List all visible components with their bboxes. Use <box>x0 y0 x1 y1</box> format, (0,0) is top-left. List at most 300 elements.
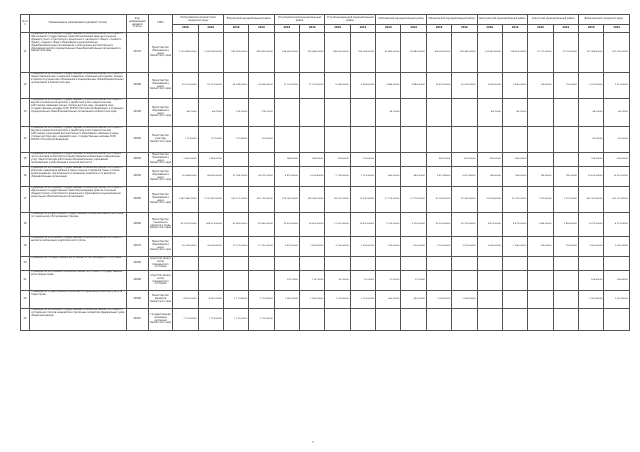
value-cell: 3 055,00000 <box>604 237 630 257</box>
col-code-header: Код направления целевой статьи <box>126 15 148 33</box>
value-cell: 1 560,20000 <box>300 291 325 309</box>
table-row <box>21 187 630 213</box>
value-cell <box>477 257 502 271</box>
value-cell <box>604 257 630 271</box>
value-cell <box>426 309 451 331</box>
value-cell: 1 773,00000 <box>249 309 274 331</box>
value-cell <box>325 309 350 331</box>
table-row <box>21 237 630 257</box>
value-cell: 1 040,00000 <box>477 237 502 257</box>
value-cell: 4 873,00000 <box>502 213 527 237</box>
row-grbs: Государственная жилищная инспекция Камчатского края <box>148 309 172 331</box>
row-number: 20 <box>21 257 30 271</box>
value-cell: 1 110,00000 <box>325 291 350 309</box>
value-cell: 103,00000 <box>350 153 375 167</box>
value-cell <box>274 99 299 127</box>
row-name: Субвенции на государственную регистрацию актов гражданского состояния <box>30 257 126 271</box>
row-name: Субвенции на исполнение государственных полномочий Камчатского края по выплате компенсации родителям части платы <box>30 237 126 257</box>
row-grbs: Министерство образования и науки Камчатского края <box>148 187 172 213</box>
value-cell: 6 417,80000 <box>426 167 451 187</box>
value-cell: 244 569,00000 <box>274 33 299 73</box>
row-name: Субвенции на исполнение государственных полномочий Камчатского края по обеспечению государственных гарантий реализации прав на получение общедоступного и бесплатного дошкольного образования в муниципальных дошкольных образовательных организациях <box>30 187 126 213</box>
year-header: 2019 <box>604 25 630 33</box>
value-cell <box>579 309 604 331</box>
value-cell <box>452 99 477 127</box>
year-header: 2019 <box>300 25 325 33</box>
row-number: 22 <box>21 291 30 309</box>
value-cell: 24 905,00000 <box>198 237 223 257</box>
value-cell: 87 143,00000 <box>426 187 451 213</box>
value-cell: 786,00000 <box>502 167 527 187</box>
col-name-header: Наименование направления (целевой статьи) <box>30 15 126 33</box>
value-cell <box>604 309 630 331</box>
value-cell: 6 248,00000 <box>350 73 375 99</box>
value-cell: 304 334,00000 <box>426 33 451 73</box>
value-cell: 31 198,70000 <box>223 167 248 187</box>
year-header: 2019 <box>401 25 426 33</box>
value-cell: 1 773,00000 <box>173 309 198 331</box>
value-cell: 653 773,00000 <box>249 187 274 213</box>
row-name: Субвенции на исполнение государственных полномочий Камчатского края по выплате ежемесячной доплаты к заработной плате педагогическим работникам учреждений дополнительного образования, имеющим ученые степени доктора наук, кандидата наук, государственные награды СССР, РСФСР и Российской Федерации <box>30 127 126 153</box>
table-row <box>21 291 630 309</box>
value-cell <box>553 291 578 309</box>
row-code: 40200 <box>126 127 148 153</box>
value-cell: 241 057,40000 <box>579 187 604 213</box>
value-cell <box>274 309 299 331</box>
value-cell: 44,70000 <box>502 99 527 127</box>
row-grbs: Министерство образования и науки Камчатского края <box>148 33 172 73</box>
value-cell <box>528 271 553 291</box>
value-cell <box>553 153 578 167</box>
page-number: 7 <box>312 440 314 444</box>
year-header: 2018 <box>274 25 299 33</box>
value-cell: 4 373,00000 <box>604 213 630 237</box>
value-cell <box>325 99 350 127</box>
value-cell: 10 610,00000 <box>604 167 630 187</box>
value-cell: 786,00000 <box>477 167 502 187</box>
value-cell: 800,00000 <box>452 153 477 167</box>
value-cell: 1 183 990,00000 <box>198 33 223 73</box>
value-cell: 178,70000 <box>249 99 274 127</box>
value-cell <box>579 257 604 271</box>
region-header: Усть-Большерецкий муниципальный район <box>325 15 376 25</box>
value-cell: 31 272,00000 <box>528 33 553 73</box>
value-cell <box>477 127 502 153</box>
value-cell <box>502 309 527 331</box>
row-number: 17 <box>21 187 30 213</box>
value-cell: 2 171,80000 <box>249 291 274 309</box>
year-header: 2019 <box>452 25 477 33</box>
value-cell <box>426 257 451 271</box>
value-cell <box>528 99 553 127</box>
value-cell: 177,50000 <box>173 127 198 153</box>
value-cell: 3 055,00000 <box>579 237 604 257</box>
value-cell <box>274 127 299 153</box>
value-cell: 11 123,00000 <box>300 73 325 99</box>
value-cell: 44,70000 <box>173 99 198 127</box>
value-cell: 3 129,00000 <box>426 237 451 257</box>
table-row <box>21 167 630 187</box>
value-cell <box>553 271 578 291</box>
col-grbs-header: ГРБС <box>148 15 172 33</box>
row-name: Субвенции на осуществление полномочий по первичному воинскому учету на территориях <box>30 291 126 309</box>
value-cell: 1 773,00000 <box>198 309 223 331</box>
value-cell: 7 973,00000 <box>528 187 553 213</box>
value-cell: 328,00000 <box>579 153 604 167</box>
value-cell: 44,70000 <box>477 99 502 127</box>
row-code: 40280 <box>126 257 148 271</box>
value-cell: 21,20000 <box>376 271 401 291</box>
row-number: 11 <box>21 33 30 73</box>
value-cell <box>300 99 325 127</box>
value-cell: 10 870,00000 <box>350 213 375 237</box>
value-cell <box>300 257 325 271</box>
value-cell: 196,40000 <box>604 271 630 291</box>
value-cell: 61,20000 <box>325 271 350 291</box>
value-cell <box>198 271 223 291</box>
value-cell: 1 137 983,30000 <box>198 187 223 213</box>
value-cell <box>452 309 477 331</box>
value-cell: 490,00000 <box>376 291 401 309</box>
value-cell <box>528 291 553 309</box>
value-cell: 121,40000 <box>249 127 274 153</box>
value-cell: 55 288,90000 <box>173 167 198 187</box>
table-row <box>21 153 630 167</box>
table-row <box>21 271 630 291</box>
row-code: 40190 <box>126 99 148 127</box>
value-cell: 7 973,00000 <box>553 187 578 213</box>
value-cell: 2 879,00000 <box>274 237 299 257</box>
value-cell <box>376 153 401 167</box>
header-row <box>21 15 630 25</box>
value-cell: 30 129,00000 <box>452 213 477 237</box>
value-cell: 31 276,00000 <box>553 33 578 73</box>
value-cell: 87 143,00000 <box>452 187 477 213</box>
value-cell: 4 373,00000 <box>579 213 604 237</box>
value-cell: 635 271,20000 <box>223 187 248 213</box>
value-cell: 3 213,00000 <box>579 73 604 99</box>
value-cell: 11 123,00000 <box>274 73 299 99</box>
value-cell: 1 382,00000 <box>198 153 223 167</box>
value-cell: 2 714,30000 <box>325 167 350 187</box>
value-cell: 44,70000 <box>579 99 604 127</box>
row-code: 40310 <box>126 309 148 331</box>
value-cell: 899 963,00000 <box>223 33 248 73</box>
value-cell <box>401 257 426 271</box>
value-cell: 1 110,00000 <box>350 291 375 309</box>
region-header: Вилючинский городской округ <box>579 15 630 25</box>
value-cell: 1 773,00000 <box>223 309 248 331</box>
value-cell: 4 475,40000 <box>300 167 325 187</box>
region-header: Усть-Камчатский муниципальный район <box>274 15 325 25</box>
row-code: 40250 <box>126 187 148 213</box>
year-header: 2018 <box>376 25 401 33</box>
row-grbs: Министерство культуры Камчатского края <box>148 127 172 153</box>
value-cell <box>274 257 299 271</box>
value-cell: 2 226,00000 <box>325 237 350 257</box>
year-header: 2019 <box>350 25 375 33</box>
value-cell: 1 306,90000 <box>452 291 477 309</box>
value-cell: 28 019,70000 <box>249 167 274 187</box>
value-cell <box>502 127 527 153</box>
row-code: 40240 <box>126 167 148 187</box>
value-cell <box>477 309 502 331</box>
row-number: 23 <box>21 309 30 331</box>
value-cell: 30 329,00000 <box>426 213 451 237</box>
value-cell: 1 101 988,00000 <box>173 33 198 73</box>
table-row <box>21 33 630 73</box>
value-cell: 10 610,00000 <box>579 167 604 187</box>
value-cell: 860,30000 <box>401 167 426 187</box>
value-cell: 9 836,00000 <box>477 73 502 99</box>
row-code: 40260 <box>126 213 148 237</box>
value-cell: 24 038,00000 <box>223 73 248 99</box>
table-row <box>21 309 630 331</box>
row-number: 18 <box>21 213 30 237</box>
value-cell <box>300 309 325 331</box>
value-cell: 1 306,90000 <box>426 291 451 309</box>
value-cell: 29 625,00000 <box>274 213 299 237</box>
year-header: 2019 <box>249 25 274 33</box>
value-cell: 800,00000 <box>426 153 451 167</box>
year-header: 2018 <box>426 25 451 33</box>
value-cell <box>477 291 502 309</box>
value-cell: 98 220,20000 <box>325 187 350 213</box>
row-code: 40170 <box>126 33 148 73</box>
year-header: 2018 <box>173 25 198 33</box>
value-cell: 27 776,20000 <box>376 187 401 213</box>
value-cell: 4 873,00000 <box>477 213 502 237</box>
value-cell: 297 068,00000 <box>579 33 604 73</box>
value-cell: 44,70000 <box>604 99 630 127</box>
value-cell <box>401 127 426 153</box>
value-cell: 610,00000 <box>376 237 401 257</box>
value-cell <box>502 257 527 271</box>
value-cell <box>426 271 451 291</box>
value-cell <box>452 127 477 153</box>
row-name: Субвенции на исполнение государственных полномочий Камчатского края в части расходов на бесплатное предоставление компенсации коммунальных услуг педагогическим работникам образовательных учреждений, проживающим и работающим в сельской местности <box>30 153 126 167</box>
value-cell <box>553 99 578 127</box>
value-cell: 109 467,00000 <box>477 33 502 73</box>
value-cell: 280,00000 <box>477 153 502 167</box>
table-row <box>21 99 630 127</box>
row-grbs: Министерство образования и науки Камчатского края <box>148 153 172 167</box>
value-cell: 280,00000 <box>502 153 527 167</box>
value-cell: 159 786,10000 <box>300 187 325 213</box>
region-header: Елизовский муниципальный район <box>223 15 274 25</box>
value-cell <box>223 153 248 167</box>
value-cell: 17 131,00000 <box>249 237 274 257</box>
value-cell <box>173 271 198 291</box>
value-cell: 42,30000 <box>604 127 630 153</box>
value-cell: 103,00000 <box>325 153 350 167</box>
table-row <box>21 127 630 153</box>
row-grbs: Министерство социального развития и труда Камчатского края <box>148 213 172 237</box>
row-grbs: Министерство образования и науки Камчатского края <box>148 167 172 187</box>
value-cell <box>401 309 426 331</box>
value-cell: 6 417,80000 <box>452 167 477 187</box>
value-cell: 11 912,00000 <box>325 213 350 237</box>
value-cell <box>325 257 350 271</box>
row-grbs: Министерство образования и науки Камчатского края <box>148 73 172 99</box>
value-cell: 2 879,00000 <box>300 237 325 257</box>
col-num-header: № п/п <box>21 15 30 33</box>
value-cell <box>502 271 527 291</box>
value-cell: 304 345,00000 <box>452 33 477 73</box>
value-cell <box>350 99 375 127</box>
row-name: Субвенции на исполнение государственных полномочий Камчатского края по обеспечению государственных гарантий реализации прав на получение общедоступного и бесплатного дошкольного, начального общего, основного общего, среднего общего образования в муниципальных общеобразовательных организациях и обеспечение дополнительного образования детей в муниципальных общеобразовательных организациях в Камчатском крае <box>30 33 126 73</box>
region-header: Соболевский муниципальный район <box>376 15 427 25</box>
row-name: Субвенции на исполнение полномочий Камчатского края по государственной регистрации права <box>30 271 126 291</box>
value-cell <box>426 99 451 127</box>
value-cell: 21,20000 <box>401 271 426 291</box>
value-cell: 328,00000 <box>604 153 630 167</box>
region-header: Мильковский муниципальный район <box>426 15 477 25</box>
value-cell: 1 854,00000 <box>553 213 578 237</box>
value-cell: 785,00000 <box>553 167 578 187</box>
value-cell <box>198 257 223 271</box>
row-grbs: Агентство записи актов гражданского состояния <box>148 271 172 291</box>
year-header: 2018 <box>325 25 350 33</box>
row-grbs: Министерство образования и науки Камчатского края <box>148 99 172 127</box>
value-cell: 31 518,00000 <box>477 187 502 213</box>
value-cell: 118,00000 <box>553 237 578 257</box>
value-cell <box>553 127 578 153</box>
year-header: 2019 <box>502 25 527 33</box>
row-number: 12 <box>21 73 30 99</box>
value-cell: 3 884,00000 <box>376 73 401 99</box>
value-cell <box>452 271 477 291</box>
value-cell: 29 625,00000 <box>300 213 325 237</box>
value-cell: 3 375,00000 <box>401 213 426 237</box>
value-cell: 4 992,20000 <box>173 291 198 309</box>
table-body <box>21 33 630 331</box>
value-cell: 2 052,40000 <box>579 291 604 309</box>
value-cell <box>376 309 401 331</box>
year-header: 2018 <box>528 25 553 33</box>
row-name: Субвенции на исполнение государственных полномочий Камчатского края по вопросам содержания ребенка в семье опекуна и приемной семье, а также вознаграждения, причитающегося приемному родителю и по выплате в образовательные организации <box>30 167 126 187</box>
value-cell: 17 131,00000 <box>223 237 248 257</box>
value-cell: 188 030,00000 <box>325 33 350 73</box>
value-cell: 82 883,00000 <box>401 33 426 73</box>
value-cell: 87 213,00000 <box>173 73 198 99</box>
value-cell: 108 467,00000 <box>502 33 527 73</box>
value-cell: 159 786,10000 <box>274 187 299 213</box>
value-cell: 196,40000 <box>579 271 604 291</box>
value-cell: 188,00000 <box>300 153 325 167</box>
row-name: Субвенции на исполнение государственных полномочий Камчатского края по выплате ежемесячной доплаты к заработной плате педагогическим работникам, имеющим ученые степени доктора наук, кандидата наук, государственные награды СССР, РСФСР и Российской Федерации, в отдельных муниципальных общеобразовательных организациях в Камчатском крае <box>30 99 126 127</box>
row-number: 15 <box>21 153 30 167</box>
value-cell <box>350 127 375 153</box>
row-name: Субвенции на осуществление государственных полномочий Камчатского края по социальному обслуживанию граждан <box>30 213 126 237</box>
row-number: 21 <box>21 271 30 291</box>
value-cell <box>350 309 375 331</box>
year-header: 2018 <box>223 25 248 33</box>
value-cell: 6 248,00000 <box>325 73 350 99</box>
value-cell: 61,20000 <box>350 271 375 291</box>
row-grbs: Министерство финансов Камчатского края <box>148 291 172 309</box>
value-cell: 1 560,20000 <box>274 291 299 309</box>
value-cell: 241 057,40000 <box>604 187 630 213</box>
value-cell: 2 714,30000 <box>350 167 375 187</box>
value-cell: 86 890,00000 <box>198 167 223 187</box>
value-cell: 82 883,00000 <box>376 33 401 73</box>
value-cell: 297 226,00000 <box>604 33 630 73</box>
value-cell <box>452 257 477 271</box>
value-cell: 368 913,00000 <box>198 213 223 237</box>
value-cell: 188,00000 <box>274 153 299 167</box>
value-cell: 3 213,00000 <box>604 73 630 99</box>
value-cell <box>528 257 553 271</box>
row-code: 40230 <box>126 153 148 167</box>
value-cell <box>249 153 274 167</box>
value-cell <box>528 309 553 331</box>
year-header: 2018 <box>579 25 604 33</box>
value-cell: 1 040,00000 <box>502 237 527 257</box>
value-cell: 42,30000 <box>579 127 604 153</box>
value-cell: 87 213,00000 <box>198 73 223 99</box>
value-cell <box>173 257 198 271</box>
value-cell: 87 463,00000 <box>223 213 248 237</box>
value-cell: 44,70000 <box>376 99 401 127</box>
value-cell: 610,00000 <box>401 237 426 257</box>
row-grbs: Министерство образования и науки Камчатского края <box>148 237 172 257</box>
value-cell: 73 932,80000 <box>350 187 375 213</box>
value-cell: 239 449,00000 <box>300 33 325 73</box>
row-grbs: Агентство записи актов гражданского состояния <box>148 257 172 271</box>
value-cell: 121,40000 <box>223 127 248 153</box>
row-code: 40180 <box>126 73 148 99</box>
value-cell <box>553 309 578 331</box>
value-cell: 16 475,00000 <box>426 73 451 99</box>
value-cell: 3 375,00000 <box>376 213 401 237</box>
value-cell: 2 052,40000 <box>604 291 630 309</box>
value-cell: 31 141,00000 <box>502 187 527 213</box>
value-cell <box>502 291 527 309</box>
value-cell: 700,00000 <box>553 73 578 99</box>
value-cell: 1 854,00000 <box>528 213 553 237</box>
value-cell: 177,50000 <box>198 127 223 153</box>
value-cell: 899 833,00000 <box>249 33 274 73</box>
value-cell: 9 836,00000 <box>502 73 527 99</box>
value-cell: 178,70000 <box>223 99 248 127</box>
value-cell: 183 024,00000 <box>350 33 375 73</box>
row-number: 13 <box>21 99 30 127</box>
table-row <box>21 213 630 237</box>
value-cell: 1 487 984,10000 <box>173 187 198 213</box>
value-cell: 706,00000 <box>528 73 553 99</box>
row-code: 40290 <box>126 271 148 291</box>
value-cell <box>249 257 274 271</box>
value-cell: 3 129,00000 <box>452 237 477 257</box>
value-cell: 44,70000 <box>198 99 223 127</box>
year-header: 2019 <box>553 25 578 33</box>
value-cell: 785,00000 <box>528 167 553 187</box>
region-header: Алеутский муниципальный район <box>528 15 579 25</box>
value-cell: 860,30000 <box>376 167 401 187</box>
value-cell <box>223 257 248 271</box>
value-cell: 26 745,00000 <box>173 237 198 257</box>
value-cell <box>249 271 274 291</box>
value-cell <box>528 127 553 153</box>
value-cell: 411 873,00000 <box>173 213 198 237</box>
value-cell: 2 171,80000 <box>223 291 248 309</box>
value-cell: 118,00000 <box>528 237 553 257</box>
value-cell: 2 226,00000 <box>350 237 375 257</box>
value-cell: 176,70000 <box>300 271 325 291</box>
value-cell <box>401 99 426 127</box>
value-cell <box>376 127 401 153</box>
